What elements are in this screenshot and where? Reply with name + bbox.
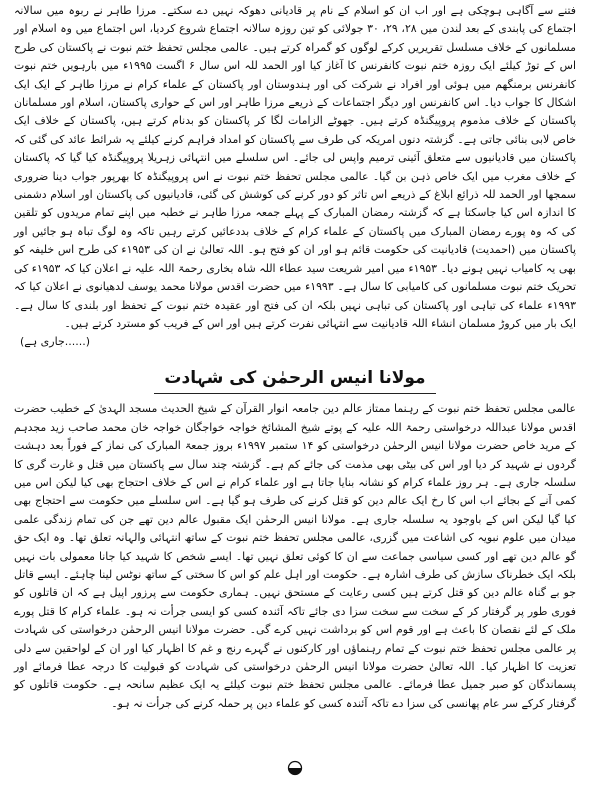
section-article-continued xyxy=(14,2,576,351)
section-martyrdom-article xyxy=(14,400,576,713)
continued-note: (......جاری ہے) xyxy=(20,335,91,349)
marker-fill xyxy=(289,768,302,775)
body-paragraph: عالمی مجلس تحفظ ختم نبوت کے رہنما ممتاز عالم دین جامعہ انوار القرآن کے شیخ الحدیث مسجد الہدیٰ کے خطیب حضرت اقدس مولانا عبداللہ درخواستی رحمۃ اللہ علیہ کے پوتے شیخ المشائخ خواجہ خواجگان خواجہ خان محمد صاحب زید مجدہم کے مرید خاص حضرت مولانا انیس الرحمٰن درخواستی کو ۱۴ ستمبر ۱۹۹۷ء بروز جمعۃ المبارک کی نماز کے فوراً بعد دہشت گردوں نے شہید کر دیا اور اس کی بیٹی بھی مذمت کی جائے کم ہے۔ گزشتہ چند سال سے پاکستان میں قتل و غارت گری کا سلسلہ جاری ہے۔ ہر روز علماء کرام کو نشانہ بنایا جاتا ہے اور علماء کرام نے اس کے خلاف احتجاج بھی کیا لیکن اس میں کمی آنے کے بجائے اب اس کا رخ ایک عالم دین کو قتل کرنے کی طرف ہو گیا ہے۔ اس سلسلے میں حکومت سے احتجاج بھی کیا گیا لیکن اس کے باوجود یہ سلسلہ جاری ہے۔ مولانا انیس الرحمٰن ایک مقبول عالم دین تھے جن کی تمام زندگی علمی میدان میں علوم نبویہ کی اشاعت میں گزری، عالمی مجلس تحفظ ختم نبوت کے ساتھ انتہائی والہانہ تعلق تھا۔ وہ ایک حق گو عالم دین تھے اور کسی سیاسی جماعت سے ان کا کوئی تعلق نہیں تھا۔ ایسے شخص کا شہید کیا جانا معمولی بات نہیں بلکہ ایک خطرناک سازش کی طرف اشارہ ہے۔ حکومت اور اہل علم کو اس کا سختی کے ساتھ نوٹس لینا چاہئے۔ ایسے قاتل جو بے گناہ عالم دین کو قتل کرتے ہیں کسی رعایت کے مستحق نہیں۔ ہماری حکومت سے پرزور اپیل ہے کہ ان قاتلوں کو فوری طور پر گرفتار کر کے سخت سے سخت سزا دی جائے تاکہ آئندہ کسی کو ایسی جرأت نہ ہو۔ علماء کرام کا قتل پورے ملک کے لئے نقصان کا باعث ہے اور قوم اس کو برداشت نہیں کرے گی۔ حضرت مولانا انیس الرحمٰن درخواستی کی شہادت پر عالمی مجلس تحفظ ختم نبوت کے تمام رہنماؤں اور کارکنوں نے گہرے رنج و غم کا اظہار کیا اور ان کے لواحقین سے دلی تعزیت کا اظہار کیا۔ اللہ تعالیٰ حضرت مولانا انیس الرحمٰن درخواستی کی شہادت کو قبولیت کا درجہ عطا فرمائے اور پسماندگان کو صبر جمیل عطا فرمائے۔ عالمی مجلس تحفظ ختم نبوت کیلئے یہ ایک عظیم سانحہ ہے۔ حکومت قاتلوں کو گرفتار کرکے سر عام پھانسی کی سزا دے تاکہ آئندہ کسی کو علماء دین پر حملہ کرنے کی جرأت نہ ہو۔ xyxy=(14,402,576,710)
section-heading-wrapper xyxy=(14,365,576,394)
body-paragraph: فتنے سے آگاہی ہوچکی ہے اور اب ان کو اسلام کے نام پر قادیانی دھوکہ نہیں دے سکتے۔ مرزا طاہر نے ربوہ میں سالانہ اجتماع کی پابندی کے بعد لندن میں ۲۸، ۲۹، ۳۰ جولائی کو تین روزہ سالانہ اجتماع شروع کردیا، اس اجتماع میں وہ اسلام اور مسلمانوں کے خلاف مسلسل تقریریں کرکے لوگوں کو گمراہ کرتے ہیں۔ عالمی مجلس تحفظ ختم نبوت نے پاکستان کی طرح اس کے توڑ کیلئے ایک روزہ ختم نبوت کانفرنس کا آغاز کیا اور الحمد للہ اس سال ۶ اگست ۱۹۹۵ء میں بارہویں ختم نبوت کانفرنس برمنگھم میں ہوئی اور افراد نے شرکت کی اور ہندوستان اور پاکستان کے علماء کرام نے مرزا طاہر کے ایک ایک اشکال کا جواب دیا۔ اس کانفرنس اور دیگر اجتماعات کے ذریعے مرزا طاہر اور اس کے حواری پاکستان، اسلام اور مسلمانان پاکستان کے خلاف مذموم پروپیگنڈہ کرتے ہیں۔ جھوٹے الزامات لگا کر پاکستان کو بدنام کرتے ہیں، پاکستان کے خلاف ایک خاص لابی بنائی جاتی ہے۔ گزشتہ دنوں امریکہ کی طرف سے پاکستان کو امداد فراہم کرنے کیلئے یہ شرائط عائد کی گئی کہ پاکستان میں قادیانیوں سے متعلق آئینی ترمیم واپس لی جائے۔ اس سلسلے میں انتہائی زہریلا پروپیگنڈہ کیا گیا کہ پاکستان کے خلاف مغرب میں ایک خاص ذہن بن گیا۔ عالمی مجلس تحفظ ختم نبوت نے اس پروپیگنڈہ کا بھرپور جواب دینا ضروری سمجھا اور الحمد للہ ذرائع ابلاغ کے ذریعے اس تاثر کو دور کرنے کی کوشش کی گئی، قادیانیوں کی پاکستان اور اسلام دشمنی کا اندازہ اس کیا جاسکتا ہے کہ گزشتہ رمضان المبارک کے پہلے جمعہ مرزا طاہر نے خطبہ میں اپنے تمام مریدوں کو تلقین کی کہ وہ پورے رمضان المبارک میں پاکستان کے علماء کرام کے خلاف بددعائیں کرتے رہیں تاکہ وہ لوگ تباہ ہو جائیں اور پاکستان میں (احمدیت) قادیانیت کی حکومت قائم ہو اور ان کو فتح ہو۔ اللہ تعالیٰ نے ان کی ۱۹۵۳ء کی طرح اس خلیفہ کو بھی یہ کامیاب نہیں ہونے دیا۔ ۱۹۵۳ء میں امیر شریعت سید عطاء اللہ شاہ بخاری رحمۃ اللہ علیہ نے اعلان کیا کہ ۱۹۵۳ء کی تحریک ختم نبوت مسلمانوں کی کامیابی کا سال ہے۔ ۱۹۹۳ء میں حضرت اقدس مولانا محمد یوسف لدھیانوی نے اعلان کیا کہ ۱۹۹۳ء علماء کی تباہی اور پاکستان کی تباہی نہیں بلکہ ان کی فتح اور عقیدہ ختم نبوت کے تحفظ اور بلندی کا سال ہے۔ ایک بار میں کروڑ مسلمان انشاء اللہ قادیانیت سے انتہائی نفرت کرتے ہیں اور اس کے فریب کو مسترد کرتے ہیں۔ xyxy=(14,4,577,330)
section-heading: مولانا انیس الرحمٰن کی شہادت xyxy=(154,365,435,394)
half-filled-circle-icon xyxy=(287,760,303,780)
page-marker-svg xyxy=(287,760,303,776)
